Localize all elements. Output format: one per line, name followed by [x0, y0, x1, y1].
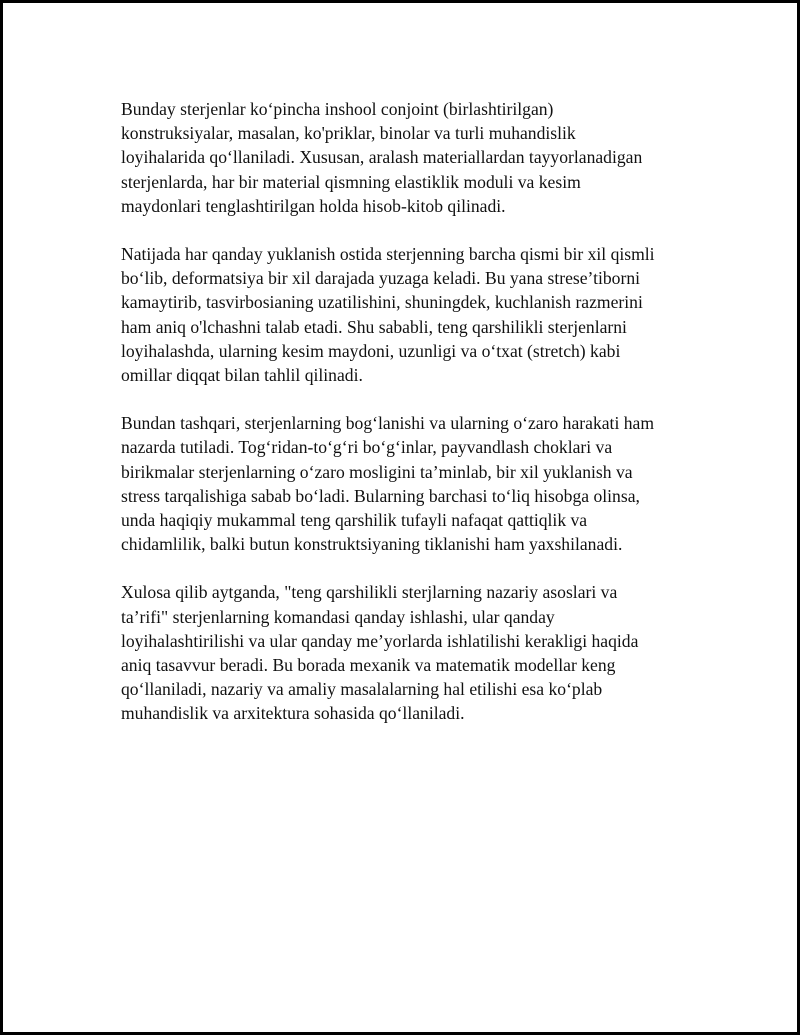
text-line: loyihalarida qo‘llaniladi. Xususan, aralash materiallardan tayyorlanadigan	[121, 147, 643, 168]
text-line: Bundan tashqari, sterjenlarning bog‘lanishi va ularning o‘zaro harakati ham	[121, 413, 655, 434]
paragraph-4	[121, 580, 701, 725]
text-line: Natijada har qanday yuklanish ostida sterjenning barcha qismi bir xil qismli	[121, 244, 655, 265]
paragraph-3	[121, 411, 701, 556]
text-line: omillar diqqat bilan tahlil qilinadi.	[121, 365, 363, 386]
text-line: sterjenlarda, har bir material qismning elastiklik moduli va kesim	[121, 171, 581, 192]
text-line: birikmalar sterjenlarning o‘zaro mosligini ta’minlab, bir xil yuklanish va	[121, 461, 633, 482]
text-line: Xulosa qilib aytganda, "teng qarshilikli sterjlarning nazariy asoslari va	[121, 582, 618, 603]
text-line: nazarda tutiladi. Tog‘ridan-to‘g‘ri bo‘g‘inlar, payvandlash choklari va	[121, 437, 613, 458]
text-line: muhandislik va arxitektura sohasida qo‘llaniladi.	[121, 703, 465, 724]
text-line: ta’rifi" sterjenlarning komandasi qanday ishlashi, ular qanday	[121, 606, 555, 627]
text-line: loyihalashda, ularning kesim maydoni, uzunligi va o‘txat (stretch) kabi	[121, 340, 621, 361]
paragraph-1	[121, 97, 701, 218]
text-line: konstruksiyalar, masalan, ko'priklar, binolar va turli muhandislik	[121, 123, 576, 144]
text-line: qo‘llaniladi, nazariy va amaliy masalalarning hal etilishi esa ko‘plab	[121, 679, 603, 700]
text-line: bo‘lib, deformatsiya bir xil darajada yuzaga keladi. Bu yana strese’tiborni	[121, 268, 641, 289]
text-line: ham aniq o'lchashni talab etadi. Shu sababli, teng qarshilikli sterjenlarni	[121, 316, 627, 337]
text-line: kamaytirib, tasvirbosianing uzatilishini, shuningdek, kuchlanish razmerini	[121, 292, 643, 313]
text-line: Bunday sterjenlar ko‘pincha inshool conjoint (birlashtirilgan)	[121, 99, 554, 119]
text-line: loyihalashtirilishi va ular qanday me’yorlarda ishlatilishi kerakligi haqida	[121, 630, 639, 651]
text-line: chidamlilik, balki butun konstruktsiyaning tiklanishi ham yaxshilanadi.	[121, 534, 623, 555]
paragraph-2	[121, 242, 701, 387]
text-line: unda haqiqiy mukammal teng qarshilik tufayli nafaqat qattiqlik va	[121, 510, 588, 531]
text-line: maydonlari tenglashtirilgan holda hisob-kitob qilinadi.	[121, 195, 506, 216]
text-line: stress tarqalishiga sabab bo‘ladi. Bularning barchasi to‘liq hisobga olinsa,	[121, 485, 640, 506]
document-body	[121, 97, 701, 750]
text-line: aniq tasavvur beradi. Bu borada mexanik va matematik modellar keng	[121, 655, 616, 676]
